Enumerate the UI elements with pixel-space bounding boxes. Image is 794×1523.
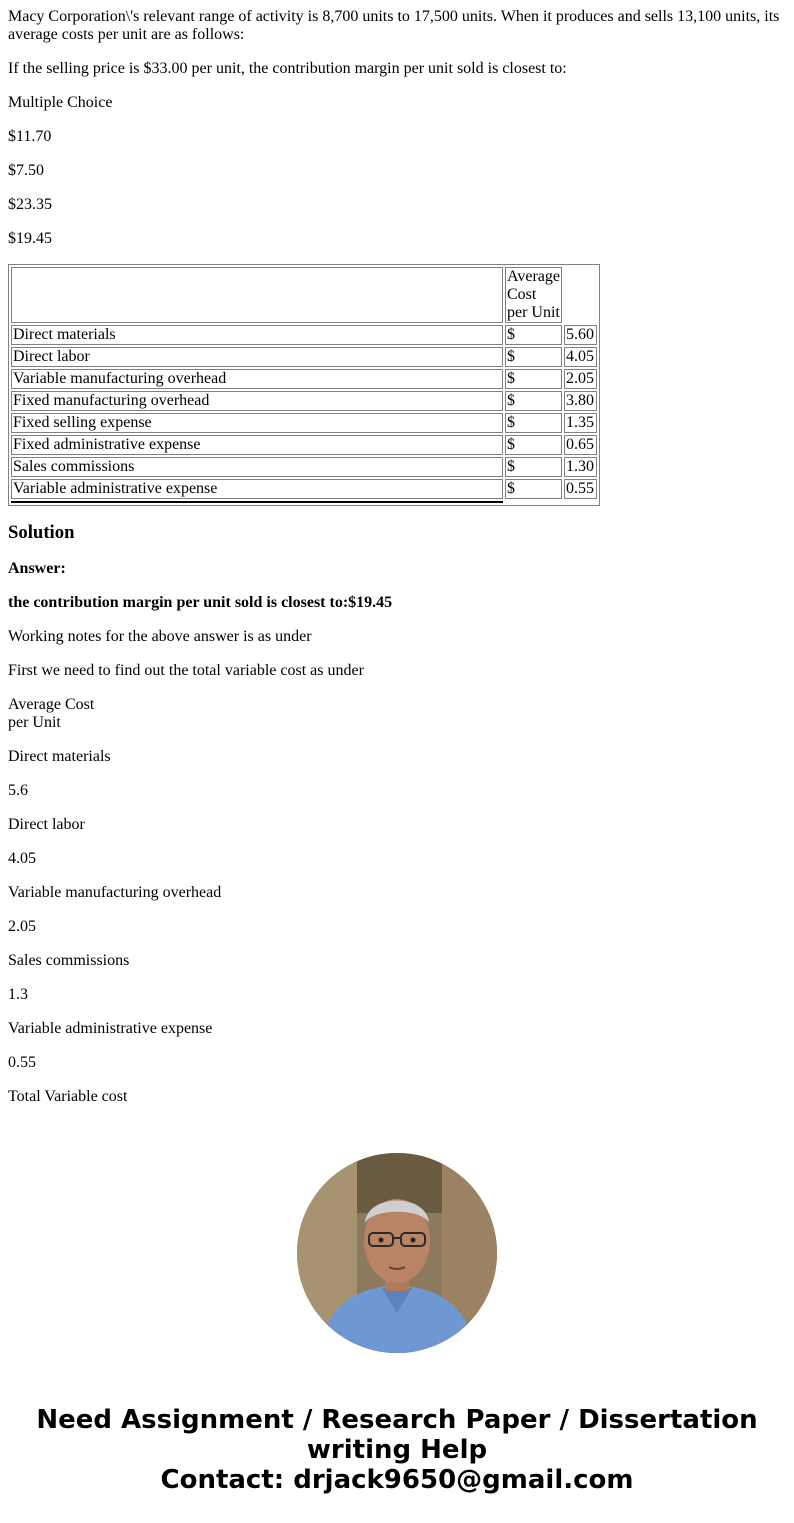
row-currency: $ xyxy=(505,391,562,411)
table-row xyxy=(11,369,597,389)
table-rule-row xyxy=(11,501,597,503)
solution-item-label: Variable administrative expense xyxy=(8,1020,213,1037)
table-row xyxy=(11,479,597,499)
row-label: Fixed selling expense xyxy=(11,413,503,433)
answer-text: the contribution margin per unit sold is closest to:$19.45 xyxy=(8,594,393,611)
table-row xyxy=(11,457,597,477)
solution-column-header: Average Cost per Unit xyxy=(8,696,95,731)
row-value: 5.60 xyxy=(564,325,597,345)
total-variable-cost-label: Total Variable cost xyxy=(8,1088,128,1105)
header-empty-cell xyxy=(564,267,597,323)
cost-table xyxy=(8,264,600,506)
table-rule xyxy=(11,501,503,503)
solution-item-value: 4.05 xyxy=(8,850,36,867)
row-currency: $ xyxy=(505,347,562,367)
solution-item-value: 2.05 xyxy=(8,918,36,935)
solution-item-value: 0.55 xyxy=(8,1054,36,1071)
row-value: 0.55 xyxy=(564,479,597,499)
table-row xyxy=(11,413,597,433)
row-label: Fixed manufacturing overhead xyxy=(11,391,503,411)
row-label: Variable administrative expense xyxy=(11,479,503,499)
row-value: 2.05 xyxy=(564,369,597,389)
header-blank-cell xyxy=(11,267,503,323)
solution-item-label: Sales commissions xyxy=(8,952,130,969)
tutor-photo xyxy=(297,1153,497,1353)
avatar xyxy=(297,1153,497,1353)
question-intro: Macy Corporation\'s relevant range of activity is 8,700 units to 17,500 units. When it produces and sells 13,100 units, its average costs per unit are as follows: xyxy=(8,8,780,43)
row-label: Direct labor xyxy=(11,347,503,367)
cost-table-header: Average Cost per Unit xyxy=(507,268,560,321)
row-value: 1.35 xyxy=(564,413,597,433)
solution-heading: Solution xyxy=(8,522,75,543)
promo-footer xyxy=(0,1153,794,1495)
choice-4: $19.45 xyxy=(8,230,52,247)
working-note-2: First we need to find out the total variable cost as under xyxy=(8,662,364,679)
choices-heading: Multiple Choice xyxy=(8,94,113,111)
row-currency: $ xyxy=(505,369,562,389)
row-currency: $ xyxy=(505,479,562,499)
table-row xyxy=(11,347,597,367)
row-label: Variable manufacturing overhead xyxy=(11,369,503,389)
cost-table-header-row xyxy=(11,267,597,323)
promo-contact: Contact: drjack9650@gmail.com xyxy=(160,1465,634,1495)
choice-3: $23.35 xyxy=(8,196,52,213)
promo-line-1: Need Assignment / Research Paper / Dissertation writing Help xyxy=(36,1405,758,1465)
row-value: 0.65 xyxy=(564,435,597,455)
promo-text xyxy=(0,1405,794,1495)
row-value: 1.30 xyxy=(564,457,597,477)
solution-item-label: Direct labor xyxy=(8,816,85,833)
solution-item-value: 5.6 xyxy=(8,782,28,799)
question-prompt: If the selling price is $33.00 per unit, the contribution margin per unit sold is closest to: xyxy=(8,60,567,77)
row-currency: $ xyxy=(505,413,562,433)
row-currency: $ xyxy=(505,457,562,477)
row-label: Sales commissions xyxy=(11,457,503,477)
row-label: Fixed administrative expense xyxy=(11,435,503,455)
solution-item-value: 1.3 xyxy=(8,986,28,1003)
table-row xyxy=(11,391,597,411)
row-currency: $ xyxy=(505,435,562,455)
row-currency: $ xyxy=(505,325,562,345)
row-value: 4.05 xyxy=(564,347,597,367)
solution-item-label: Variable manufacturing overhead xyxy=(8,884,222,901)
table-row xyxy=(11,435,597,455)
row-value: 3.80 xyxy=(564,391,597,411)
answer-label: Answer: xyxy=(8,560,66,577)
table-row xyxy=(11,325,597,345)
choice-2: $7.50 xyxy=(8,162,44,179)
solution-item-label: Direct materials xyxy=(8,748,111,765)
choice-1: $11.70 xyxy=(8,128,52,145)
row-label: Direct materials xyxy=(11,325,503,345)
working-note-1: Working notes for the above answer is as under xyxy=(8,628,312,645)
